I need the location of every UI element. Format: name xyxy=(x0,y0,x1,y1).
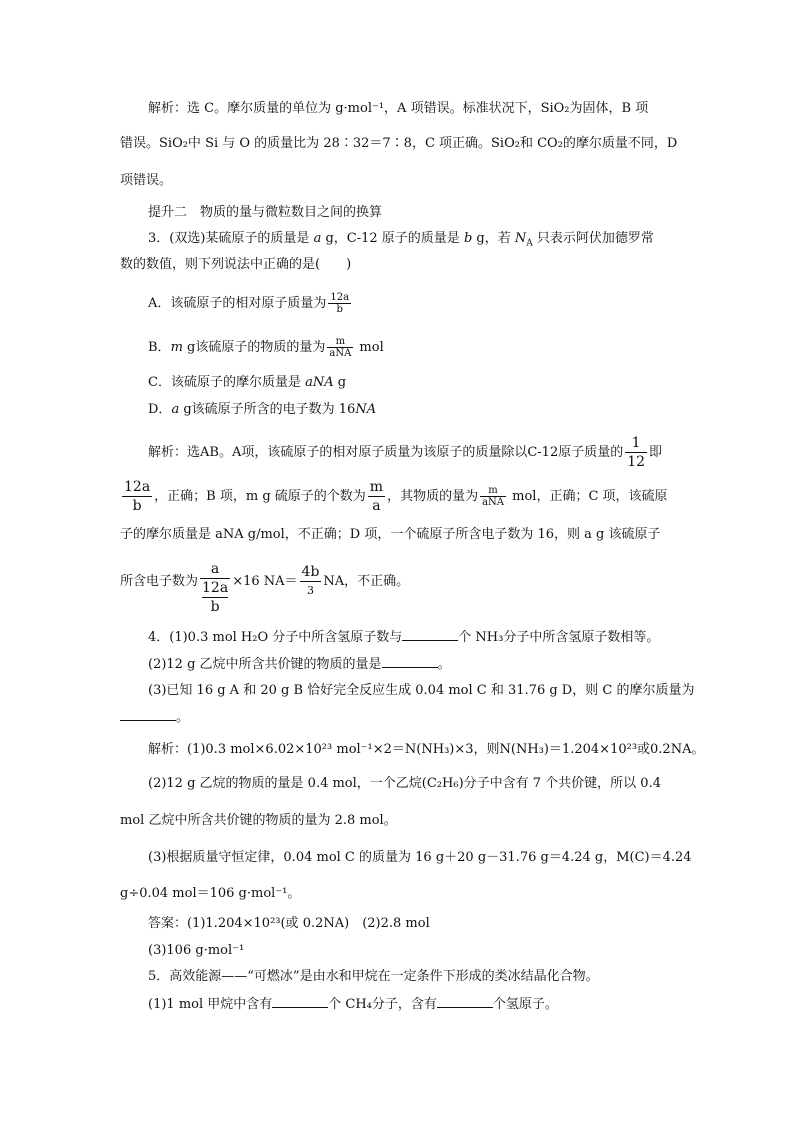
question-5-line-1: 5．高效能源——“可燃冰”是由水和甲烷在一定条件下形成的类冰结晶化合物。 xyxy=(148,969,599,984)
question-4-line-1: 4．(1)0.3 mol H₂O 分子中所含氢原子数与 个 NH₃分子中所含氢原子数相等。 xyxy=(148,630,660,645)
question-5-line-2: (1)1 mol 甲烷中含有 个 CH₄分子，含有 个氢原子。 xyxy=(148,997,558,1012)
option-a: A．该硫原子的相对原子质量为 $\frac{12a}{b}$ xyxy=(148,292,350,315)
question-4-line-4: 。 xyxy=(120,708,189,727)
analysis-4-line-3: mol 乙烷中所含共价键的物质的量为 2.8 mol。 xyxy=(120,813,397,828)
section-heading: 提升二 物质的量与微粒数目之间的换算 xyxy=(148,205,383,220)
analysis-4-line-1: 解析：(1)0.3 mol×6.02×10²³ mol⁻¹×2＝N(NH₃)×3，则N(NH₃)＝1.204×10²³或0.2NA。 xyxy=(148,742,705,757)
option-d: D．a g该硫原子所含的电子数为 16NA xyxy=(148,402,377,417)
analysis-1-line-3: 项错误。 xyxy=(120,173,173,188)
analysis-3-line-4: 所含电子数为 a 12a b ×16 NA＝ $\frac{4b}{3}$ NA，不正确。 xyxy=(120,561,410,615)
question-3-stem-line-1: 3．(双选)某硫原子的质量是 a g，C-12 原子的质量是 b g，若 $N_A$ 只表示阿伏加德罗常 xyxy=(148,231,654,249)
answer-blank[interactable] xyxy=(120,708,176,721)
analysis-4-line-2: (2)12 g 乙烷的物质的量是 0.4 mol，一个乙烷(C₂H₆)分子中含有 7 个共价键，所以 0.4 xyxy=(148,776,661,791)
analysis-3-line-3: 子的摩尔质量是 aNA g/mol，不正确；D 项，一个硫原子所含电子数为 16，则 a g 该硫原子 xyxy=(120,527,661,542)
analysis-1-line-2: 错误。SiO₂中 Si 与 O 的质量比为 28∶32＝7∶8，C 项正确。SiO₂和 CO₂的摩尔质量不同，D xyxy=(120,136,678,151)
option-b-fraction: $\frac{m}{\text{aNA}}$ xyxy=(329,336,352,359)
answer-blank[interactable] xyxy=(437,995,493,1008)
analysis-1-line-1: 解析：选 C。摩尔质量的单位为 g·mol⁻¹，A 项错误。标准状况下，SiO₂为固体，B 项 xyxy=(148,101,649,116)
answer-4-line-1: 答案：(1)1.204×10²³(或 0.2NA) (2)2.8 mol xyxy=(148,916,430,931)
answer-blank[interactable] xyxy=(382,655,438,668)
question-3-stem-line-2: 数的数值，则下列说法中正确的是( ) xyxy=(120,257,352,272)
analysis-4-line-4: (3)根据质量守恒定律，0.04 mol C 的质量为 16 g＋20 g－31.76 g＝4.24 g，M(C)＝4.24 xyxy=(148,850,692,865)
analysis-3-line-1: 解析：选AB。A项，该硫原子的相对原子质量为该原子的质量除以C-12原子质量的 $\frac{1}{12}$ 即 xyxy=(148,435,663,470)
question-4-line-2: (2)12 g 乙烷中所含共价键的物质的量是 。 xyxy=(148,657,451,672)
option-a-fraction: $\frac{12a}{b}$ xyxy=(330,292,350,315)
answer-blank[interactable] xyxy=(402,628,458,641)
analysis-3-line-2: $\frac{12a}{b}$ ，正确；B 项，m g 硫原子的个数为 $\frac{m}{a}$ ，其物质的量为 $\frac{m}{\text{aNA}}$ mol，正确；C 项，该硫原 xyxy=(124,479,668,514)
answer-blank[interactable] xyxy=(272,995,328,1008)
option-b: B．m g该硫原子的物质的量为 $\frac{m}{\text{aNA}}$ mol xyxy=(148,336,384,359)
question-4-line-3: (3)已知 16 g A 和 20 g B 恰好完全反应生成 0.04 mol C 和 31.76 g D，则 C 的摩尔质量为 xyxy=(148,683,695,698)
option-c: C．该硫原子的摩尔质量是 aNA g xyxy=(148,375,347,390)
analysis-4-line-5: g÷0.04 mol＝106 g·mol⁻¹。 xyxy=(120,886,301,901)
answer-4-line-2: (3)106 g·mol⁻¹ xyxy=(148,943,245,958)
